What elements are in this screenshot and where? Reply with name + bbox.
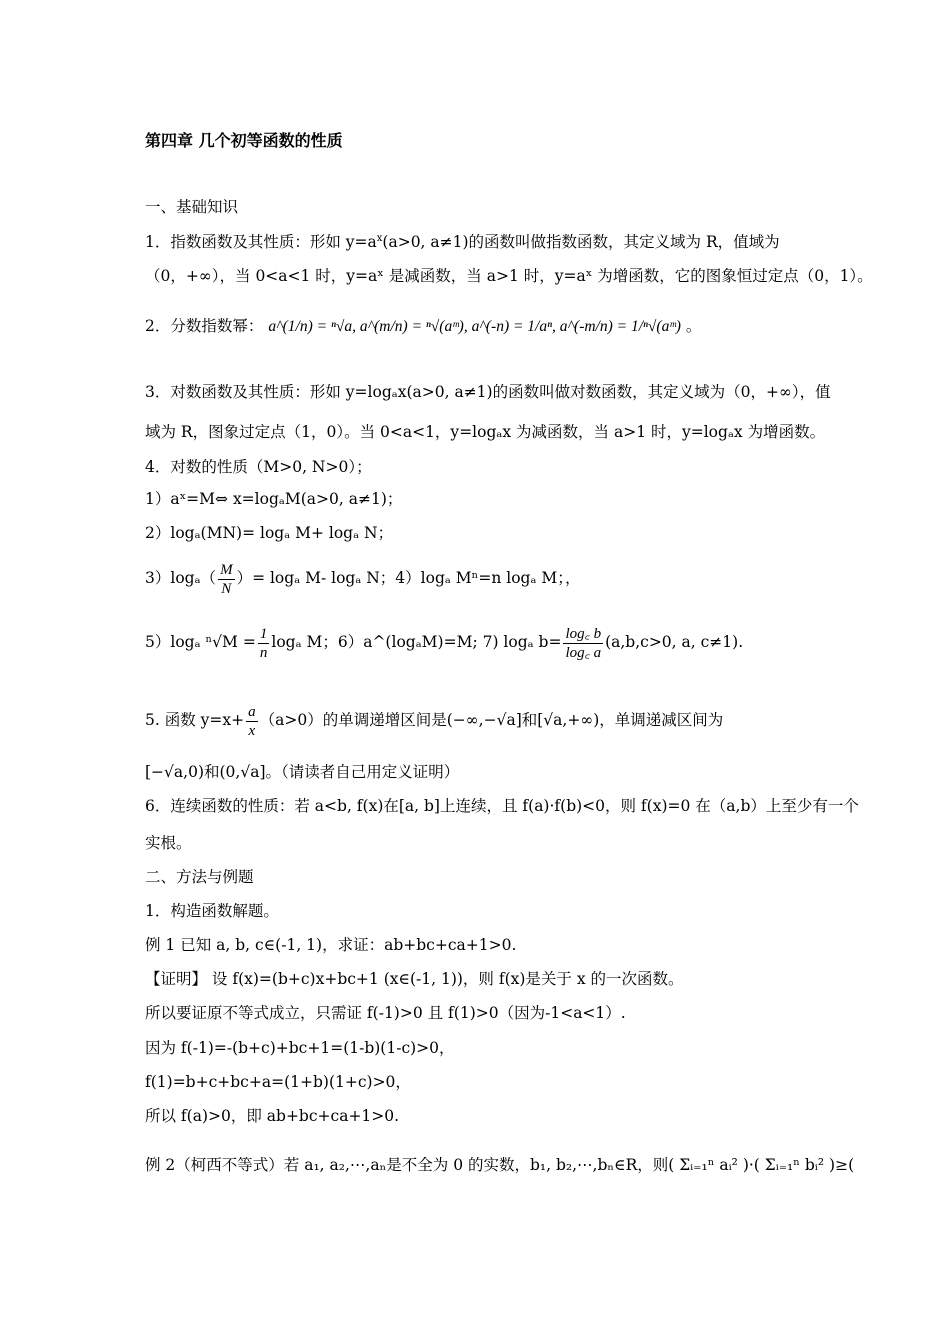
method-1-heading: 1．构造函数解题。 <box>145 902 279 920</box>
para-log-1: 3．对数函数及其性质：形如 y=logₐx(a>0, a≠1)的函数叫做对数函数，其定义域为（0，+∞），值 <box>145 383 831 401</box>
fraction-a-over-x <box>246 703 258 740</box>
exponent-x: x <box>376 233 383 244</box>
log-property-5-text-a: 5）logₐ ⁿ√M = <box>145 633 256 651</box>
example-1-proof-5: 所以 f(a)>0，即 ab+bc+ca+1>0. <box>145 1107 400 1125</box>
para-fractional-power <box>145 316 701 337</box>
fraction-numerator: a <box>248 703 256 720</box>
chapter-title: 第四章 几个初等函数的性质 <box>145 131 343 150</box>
log-property-7-text: (a,b,c>0, a, c≠1). <box>605 633 744 651</box>
fraction-numerator: M <box>220 561 233 578</box>
para-exponential-1-text-b: (a>0, a≠1)的函数叫做指数函数，其定义域为 R，值域为 <box>382 233 780 252</box>
fraction-denominator: x <box>248 722 256 739</box>
para-exponential-1 <box>145 229 780 252</box>
para-continuous-2: 实根。 <box>145 834 192 852</box>
example-1-proof-4: f(1)=b+c+bc+a=(1+b)(1+c)>0， <box>145 1073 411 1091</box>
log-property-5-7 <box>145 622 743 662</box>
log-property-3-4 <box>145 558 581 598</box>
para-log-properties: 4．对数的性质（M>0, N>0）； <box>145 458 372 476</box>
log-property-2: 2）logₐ(MN)= logₐ M+ logₐ N； <box>145 524 394 542</box>
log-property-3-text-a: 3）logₐ（ <box>145 569 217 587</box>
fraction-m-over-n <box>218 561 235 598</box>
example-1-proof-1: 【证明】 设 f(x)=(b+c)x+bc+1 (x∈(-1, 1))，则 f(x)是关于 x 的一次函数。 <box>145 970 684 988</box>
para-function-monotonic-1 <box>145 700 723 740</box>
section-heading-basics: 一、基础知识 <box>145 198 239 216</box>
log-property-5-text-b: logₐ M；6）a^(logₐM)=M; 7) logₐ b= <box>271 633 562 651</box>
para-continuous-1: 6．连续函数的性质：若 a<b, f(x)在[a, b]上连续，且 f(a)·f(b)<0，则 f(x)=0 在（a,b）上至少有一个 <box>145 797 859 815</box>
log-property-1: 1）aˣ=M⇔ x=logₐM(a>0, a≠1)； <box>145 490 403 508</box>
fraction-denominator: n <box>259 644 268 661</box>
monotonic-text-b: （a>0）的单调递增区间是(−∞,−√a]和[√a,+∞)，单调递减区间为 <box>259 711 724 729</box>
fractional-power-label: 2．分数指数幂： <box>145 317 264 335</box>
example-1-statement: 例 1 已知 a, b, c∈(-1, 1)，求证：ab+bc+ca+1>0. <box>145 936 517 954</box>
fraction-numerator: log꜀ b <box>565 625 602 642</box>
section-heading-methods: 二、方法与例题 <box>145 868 254 886</box>
fraction-1-over-n <box>258 625 270 662</box>
fraction-denominator: N <box>221 580 232 597</box>
para-function-monotonic-2: [−√a,0)和(0,√a]。（请读者自己用定义证明） <box>145 763 460 781</box>
para-log-2: 域为 R，图象过定点（1，0）。当 0<a<1，y=logₐx 为减函数，当 a>1 时，y=logₐx 为增函数。 <box>145 423 826 441</box>
fraction-numerator: 1 <box>259 625 268 642</box>
fractional-power-formula: a^(1/n) = ⁿ√a, a^(m/n) = ⁿ√(aᵐ), a^(-n) = 1/aⁿ, a^(-m/n) = 1/ⁿ√(aᵐ) <box>268 318 681 335</box>
example-1-proof-2: 所以要证原不等式成立，只需证 f(-1)>0 且 f(1)>0（因为-1<a<1）. <box>145 1004 626 1022</box>
para-exponential-1-text-a: 1．指数函数及其性质：形如 y=a <box>145 233 377 252</box>
para-exponential-2: （0，+∞），当 0<a<1 时，y=aˣ 是减函数，当 a>1 时，y=aˣ 为增函数，它的图象恒过定点（0，1）。 <box>145 267 873 285</box>
example-1-proof-3: 因为 f(-1)=-(b+c)+bc+1=(1-b)(1-c)>0， <box>145 1039 455 1057</box>
example-2-statement: 例 2（柯西不等式）若 a₁, a₂,⋯,aₙ是不全为 0 的实数，b₁, b₂,⋯,bₙ∈R，则( Σᵢ₌₁ⁿ aᵢ² )·( Σᵢ₌₁ⁿ bᵢ² )≥( <box>145 1156 855 1174</box>
fraction-denominator: log꜀ a <box>565 644 602 661</box>
monotonic-text-a: 5. 函数 y=x+ <box>145 711 245 729</box>
fractional-power-end: 。 <box>685 317 702 335</box>
fraction-change-of-base <box>563 625 603 662</box>
log-property-3-text-b: ）= logₐ M- logₐ N；4）logₐ Mⁿ=n logₐ M；， <box>236 569 581 587</box>
